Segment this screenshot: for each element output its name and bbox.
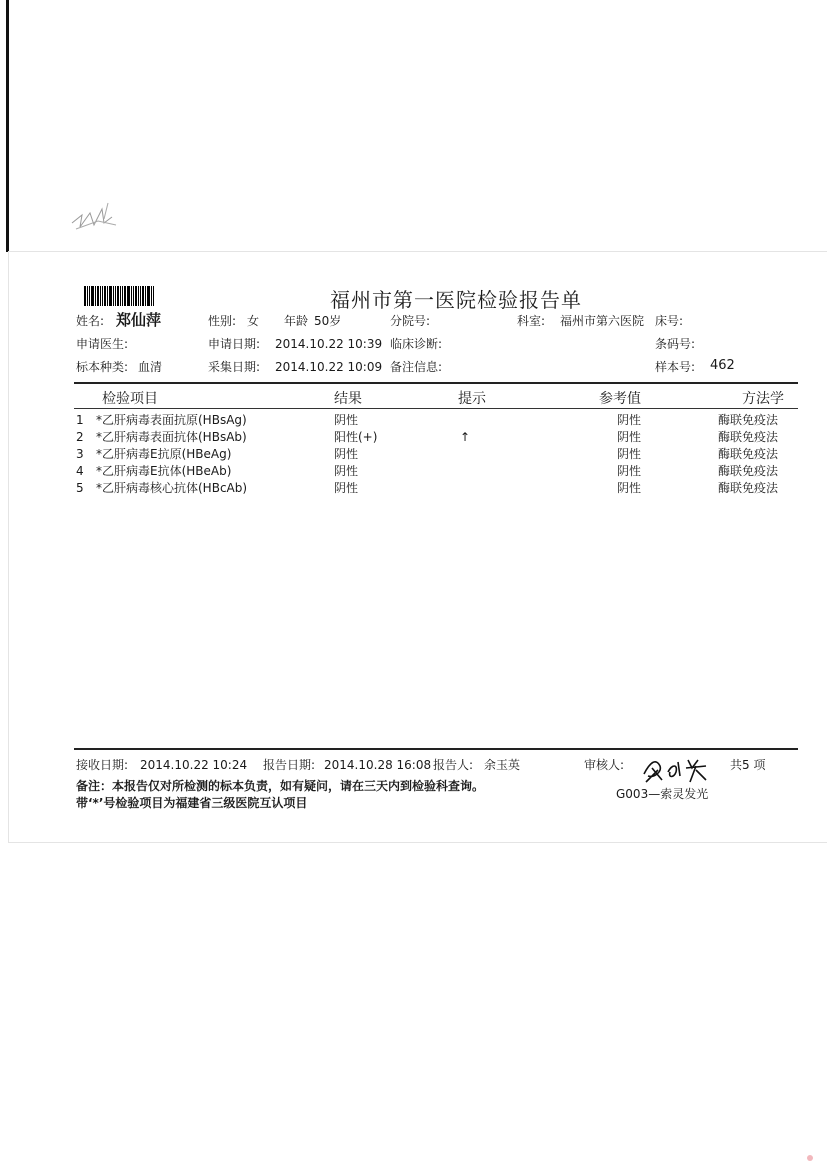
row-method: 酶联免疫法 [718, 464, 779, 478]
barcode-stripe [115, 286, 116, 306]
scan-edge-bar [6, 0, 9, 252]
header-result: 结果 [334, 391, 362, 407]
row-item: *乙肝病毒核心抗体(HBcAb) [96, 481, 248, 495]
total-items: 共5 项 [730, 758, 766, 772]
branch-label: 分院号: [390, 314, 431, 328]
barcode-stripe [145, 286, 146, 306]
apply-date-value: 2014.10.22 10:39 [275, 337, 383, 351]
barcode-stripe [117, 286, 119, 306]
table-row [74, 446, 798, 463]
department-label: 科室: [517, 314, 546, 328]
barcode-image [84, 286, 158, 306]
mutual-recognition-note: 带‘*’号检验项目为福建省三级医院互认项目 [76, 796, 308, 810]
header-reference: 参考值 [599, 391, 641, 407]
age-label: 年龄 [284, 314, 309, 328]
row-result: 阳性(+) [334, 430, 378, 444]
row-reference: 阴性 [617, 430, 642, 444]
reporter-value: 余玉英 [484, 758, 521, 772]
barcode-stripe [131, 286, 132, 306]
corner-watermark [807, 1155, 815, 1163]
row-reference: 阴性 [617, 447, 642, 461]
specimen-value: 血清 [138, 360, 163, 374]
header-hint: 提示 [458, 391, 486, 407]
barcode-stripe [89, 286, 90, 306]
pen-scribble-mark [68, 195, 128, 240]
row-result: 阴性 [334, 413, 359, 427]
reviewer-code: G003—索灵发光 [616, 787, 709, 801]
bed-label: 床号: [655, 314, 684, 328]
barcode-stripe [87, 286, 88, 306]
reporter-label: 报告人: [433, 758, 474, 772]
row-item: *乙肝病毒表面抗体(HBsAb) [96, 430, 247, 444]
barcode-stripe [91, 286, 94, 306]
table-row [74, 463, 798, 480]
row-method: 酶联免疫法 [718, 481, 779, 495]
reviewer-signature [640, 752, 712, 786]
header-test-item: 检验项目 [102, 391, 158, 407]
barcode-stripe [100, 286, 101, 306]
apply-date-label: 申请日期: [208, 337, 261, 351]
barcode-stripe [142, 286, 144, 306]
diagnosis-label: 临床诊断: [390, 337, 443, 351]
sample-number-value: 462 [710, 358, 735, 373]
row-number: 3 [76, 447, 84, 461]
barcode-stripe [147, 286, 150, 306]
barcode-stripe [84, 286, 86, 306]
row-method: 酶联免疫法 [718, 430, 779, 444]
barcode-stripe [122, 286, 123, 306]
sample-number-label: 样本号: [655, 360, 696, 374]
specimen-label: 标本种类: [76, 360, 129, 374]
report-date-value: 2014.10.28 16:08 [324, 758, 432, 772]
barcode-stripe [109, 286, 112, 306]
barcode-stripe [113, 286, 114, 306]
age-value: 50岁 [314, 314, 342, 328]
barcode-stripe [135, 286, 137, 306]
gender-value: 女 [247, 314, 260, 328]
table-header-rule [74, 408, 798, 409]
disclaimer-note: 备注：本报告仅对所检测的标本负责，如有疑问，请在三天内到检验科查询。 [76, 779, 485, 793]
row-result: 阴性 [334, 464, 359, 478]
gender-label: 性别: [208, 314, 237, 328]
barcode-stripe [133, 286, 134, 306]
barcode-stripe [102, 286, 103, 306]
row-number: 1 [76, 413, 84, 427]
row-reference: 阴性 [617, 464, 642, 478]
patient-name: 郑仙萍 [116, 311, 162, 329]
barcode-stripe [140, 286, 141, 306]
table-top-rule [74, 382, 798, 384]
row-reference: 阴性 [617, 481, 642, 495]
doctor-label: 申请医生: [76, 337, 129, 351]
receive-date-label: 接收日期: [76, 758, 129, 772]
row-method: 酶联免疫法 [718, 447, 779, 461]
row-number: 2 [76, 430, 84, 444]
report-title: 福州市第一医院检验报告单 [330, 288, 582, 312]
barcode-stripe [95, 286, 96, 306]
barcode-number-label: 条码号: [655, 337, 696, 351]
reviewer-label: 审核人: [584, 758, 625, 772]
collect-date-label: 采集日期: [208, 360, 261, 374]
report-date-label: 报告日期: [263, 758, 316, 772]
collect-date-value: 2014.10.22 10:09 [275, 360, 383, 374]
name-label: 姓名: [76, 314, 105, 328]
row-number: 5 [76, 481, 84, 495]
receive-date-value: 2014.10.22 10:24 [140, 758, 248, 772]
row-method: 酶联免疫法 [718, 413, 779, 427]
row-result: 阴性 [334, 447, 359, 461]
row-item: *乙肝病毒E抗体(HBeAb) [96, 464, 232, 478]
table-row [74, 480, 798, 497]
barcode-stripe [107, 286, 108, 306]
row-result: 阴性 [334, 481, 359, 495]
header-method: 方法学 [742, 391, 784, 407]
department-value: 福州市第六医院 [560, 314, 645, 328]
footer-top-rule [74, 748, 798, 750]
barcode-stripe [120, 286, 121, 306]
barcode-stripe [151, 286, 152, 306]
barcode-stripe [127, 286, 130, 306]
row-item: *乙肝病毒E抗原(HBeAg) [96, 447, 232, 461]
barcode-stripe [97, 286, 99, 306]
table-row [74, 412, 798, 429]
table-row [74, 429, 798, 446]
barcode-stripe [153, 286, 154, 306]
row-reference: 阴性 [617, 413, 642, 427]
barcode-stripe [138, 286, 139, 306]
note-label: 备注信息: [390, 360, 443, 374]
row-hint-up-arrow: ↑ [460, 430, 471, 444]
row-number: 4 [76, 464, 84, 478]
barcode-stripe [124, 286, 126, 306]
row-item: *乙肝病毒表面抗原(HBsAg) [96, 413, 247, 427]
barcode-stripe [104, 286, 106, 306]
watermark-icon [807, 1155, 813, 1161]
